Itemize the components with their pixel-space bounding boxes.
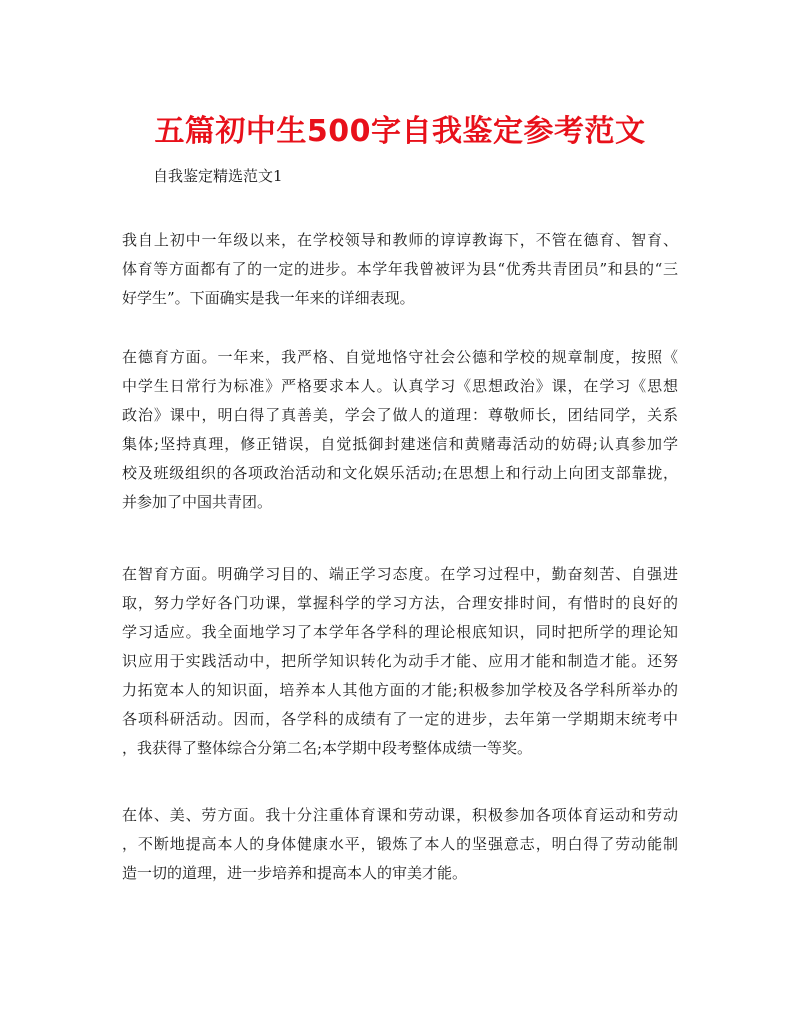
paragraph-line: 集体;坚持真理，修正错误，自觉抵御封建迷信和黄赌毒活动的妨碍;认真参加学 <box>122 435 678 453</box>
paragraph-line: ，不断地提高本人的身体健康水平，锻炼了本人的坚强意志，明白得了劳动能制 <box>122 835 678 853</box>
paragraph-line: 在体、美、劳方面。我十分注重体育课和劳动课，积极参加各项体育运动和劳动 <box>122 806 678 824</box>
paragraph-physical-aesthetic-labor <box>122 801 678 888</box>
paragraph-line: 造一切的道理，进一步培养和提高本人的审美才能。 <box>122 864 468 882</box>
paragraph-line: 取，努力学好各门功课，掌握科学的学习方法，合理安排时间，有惜时的良好的 <box>122 594 678 612</box>
paragraph-moral-education <box>122 343 678 517</box>
document-title: 五篇初中生500字自我鉴定参考范文 <box>154 114 646 149</box>
paragraph-line: 力拓宽本人的知识面，培养本人其他方面的才能;积极参加学校及各学科所举办的 <box>122 681 678 699</box>
paragraph-line: 我自上初中一年级以来，在学校领导和教师的谆谆教诲下，不管在德育、智育、 <box>122 231 678 249</box>
paragraph-line: 在智育方面。明确学习目的、端正学习态度。在学习过程中，勤奋刻苦、自强进 <box>122 565 678 583</box>
paragraph-line: 好学生”。下面确实是我一年来的详细表现。 <box>122 289 415 307</box>
paragraph-line: 校及班级组织的各项政治活动和文化娱乐活动;在思想上和行动上向团支部靠拢， <box>122 464 678 482</box>
paragraph-line: 各项科研活动。因而，各学科的成绩有了一定的进步，去年第一学期期末统考中 <box>122 710 678 728</box>
paragraph-personal-intro <box>122 226 678 313</box>
paragraph-line: 识应用于实践活动中，把所学知识转化为动手才能、应用才能和制造才能。还努 <box>122 652 678 670</box>
paragraph-line: 政治》课中，明白得了真善美，学会了做人的道理：尊敬师长，团结同学，关系 <box>122 406 678 424</box>
paragraph-intellectual-education <box>122 560 678 763</box>
paragraph-line: 体育等方面都有了的一定的进步。本学年我曾被评为县“优秀共青团员”和县的“三 <box>122 260 678 278</box>
document-subtitle: 自我鉴定精选范文1 <box>153 167 283 185</box>
paragraph-line: 在德育方面。一年来，我严格、自觉地恪守社会公德和学校的规章制度，按照《 <box>122 348 678 366</box>
paragraph-line: 中学生日常行为标准》严格要求本人。认真学习《思想政治》课，在学习《思想 <box>122 377 678 395</box>
paragraph-line: ，我获得了整体综合分第二名;本学期中段考整体成绩一等奖。 <box>122 739 533 757</box>
paragraph-line: 学习适应。我全面地学习了本学年各学科的理论根底知识，同时把所学的理论知 <box>122 623 678 641</box>
paragraph-line: 并参加了中国共青团。 <box>122 493 273 511</box>
